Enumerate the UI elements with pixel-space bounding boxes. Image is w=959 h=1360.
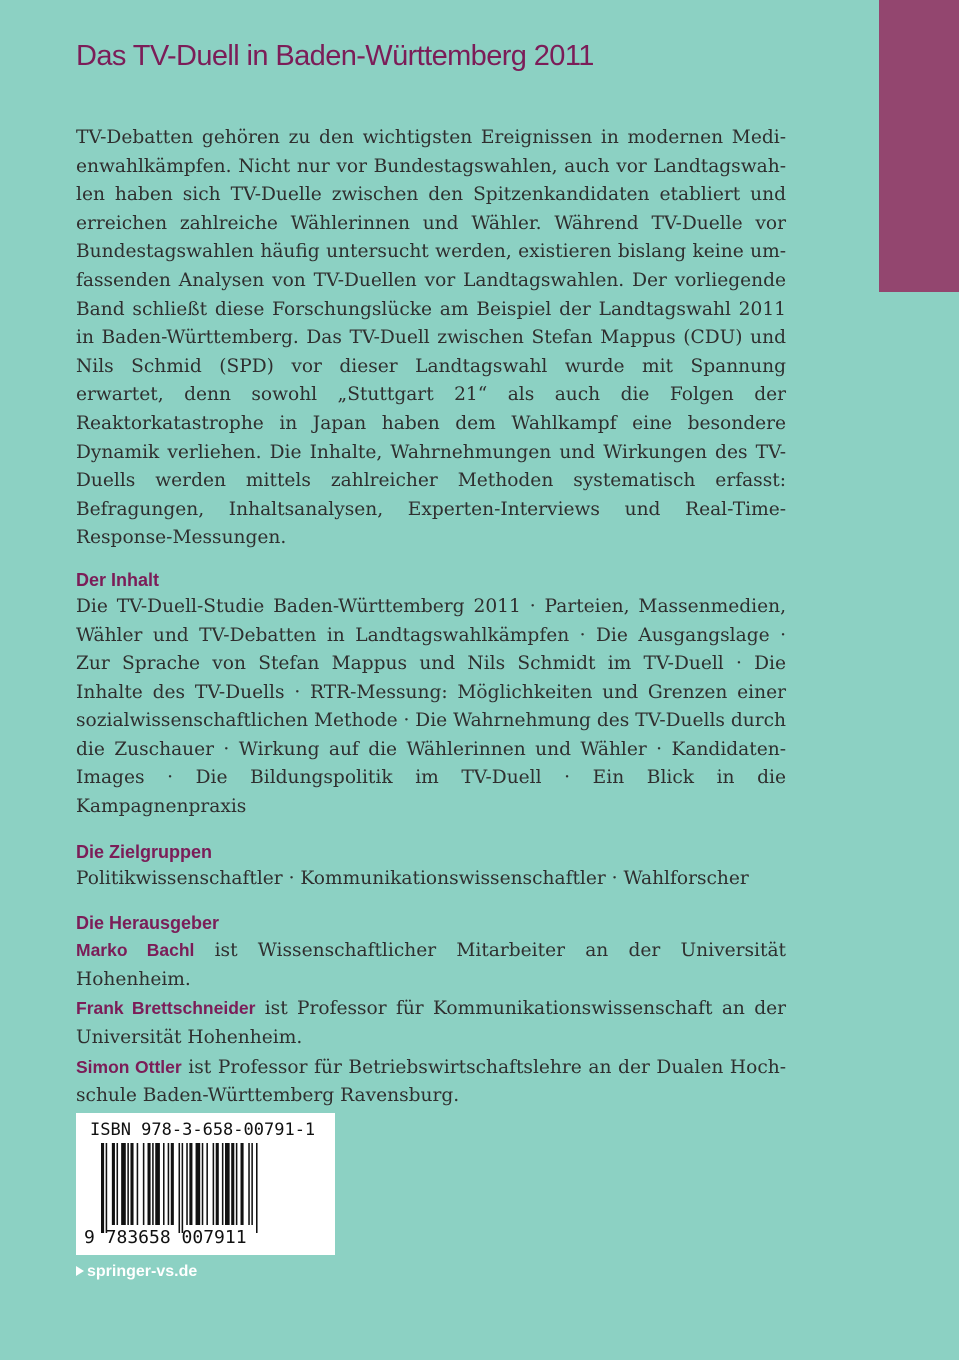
barcode-bar: [241, 1143, 244, 1225]
editor-entry: [76, 994, 786, 1052]
editor-description: ist Professor für Kommunikationswissenschaft an der Universität Hohenheim.: [76, 998, 786, 1049]
accent-bar: [879, 0, 959, 292]
barcode-bar: [101, 1143, 104, 1233]
barcode-bar: [182, 1143, 184, 1233]
barcode-bar: [117, 1143, 119, 1225]
barcode-bars: [101, 1143, 313, 1233]
editor-name: Marko Bachl: [76, 940, 195, 961]
barcode-bar: [152, 1143, 154, 1225]
barcode-bar: [112, 1143, 115, 1225]
barcode-bar: [196, 1143, 201, 1225]
barcode-digits: 9 783658 007911: [84, 1227, 247, 1248]
barcode-bar: [248, 1143, 250, 1225]
barcode-bar: [143, 1143, 145, 1225]
triangle-right-icon: [76, 1266, 84, 1276]
zielgruppen-paragraph: Politikwissenschaftler · Kommunikationswissenschaftler · Wahlforscher: [76, 867, 749, 889]
barcode-bar: [106, 1143, 108, 1233]
barcode-bar: [216, 1143, 219, 1225]
barcode-bar: [222, 1143, 224, 1225]
barcode-bar: [163, 1143, 165, 1225]
barcode-bar: [148, 1143, 151, 1225]
zielgruppen-heading: Die Zielgruppen: [76, 841, 213, 862]
isbn-label: ISBN 978-3-658-00791-1: [90, 1120, 316, 1140]
barcode-bar: [137, 1143, 139, 1225]
editor-description: ist Wissenschaftlicher Mitarbeiter an der Universität Hohenheim.: [76, 940, 786, 990]
barcode-bar: [231, 1143, 234, 1225]
publisher-website[interactable]: [76, 1263, 197, 1281]
barcode-bar: [130, 1143, 133, 1225]
inhalt-heading: Der Inhalt: [76, 569, 160, 590]
barcode-bar: [236, 1143, 238, 1225]
barcode-bar: [256, 1143, 258, 1233]
editor-name: Simon Ottler: [76, 1056, 182, 1077]
barcode-bar: [202, 1143, 204, 1225]
barcode-bar: [179, 1143, 181, 1233]
barcode-bar: [251, 1143, 253, 1225]
inhalt-paragraph: Die TV-Duell-Studie Baden-Württemberg 2011 · Parteien, Massenmedien, Wähler und TV-Debatten in Landtagswahlkämpfen · Die Ausgangslage · Zur Sprache von Stefan Mappus und Nils Schmidt im TV-Duell · Die Inhalte des TV-Duells · RTR-Messung: Möglichkeiten und Grenzen einer sozialwissenschaftlichen Methode · Die Wahrnehmung des TV-Duells durch die Zuschauer · Wirkung auf die Wählerinnen und Wähler · Kandidaten-Images · Die Bildungspolitik im TV-Duell · Ein Blick in die Kampagnenpraxis: [76, 595, 787, 818]
book-title: Das TV-Duell in Baden-Württemberg 2011: [76, 40, 594, 72]
website-label: springer-vs.de: [87, 1263, 198, 1280]
isbn-barcode: [76, 1113, 335, 1255]
barcode-bar: [121, 1143, 126, 1225]
editor-name: Frank Brettschneider: [76, 998, 256, 1019]
back-cover-text: [76, 124, 786, 1111]
barcode-bar: [206, 1143, 208, 1225]
barcode-bar: [189, 1143, 192, 1225]
barcode-bar: [225, 1143, 230, 1225]
editor-entry: [76, 936, 786, 994]
editor-entry: [76, 1053, 786, 1111]
description-paragraph: TV-Debatten gehören zu den wichtigsten Ereignissen in modernen Medienwahlkämpfen. Nicht nur vor Bundestagswahlen, auch vor Landtagswahlen haben sich TV-Duelle zwischen den Spitzenkandidaten etabliert und erreichen zahlreiche Wählerinnen und Wähler. Während TV-Duelle vor Bundestagswahlen häufig untersucht werden, existieren bislang keine umfassenden Analysen von TV-Duellen vor Landtagswahlen. Der vorliegende Band schließt diese Forschungslücke am Beispiel der Landtagswahl 2011 in Baden-Württemberg. Das TV-Duell zwischen Stefan Mappus (CDU) und Nils Schmid (SPD) vor dieser Landtagswahl wurde mit Spannung erwartet, denn sowohl „Stuttgart 21“ als auch die Folgen der Reaktorkatastrophe in Japan haben dem Wahlkampf eine besondere Dynamik verliehen. Die Inhalte, Wahrnehmungen und Wirkungen des TV-Duells werden mittels zahlreicher Methoden systematisch erfasst: Befragungen, Inhaltsanalysen, Experten-Interviews und Real-Time-Response-Messungen.: [76, 127, 786, 549]
barcode-bar: [127, 1143, 129, 1225]
herausgeber-heading: Die Herausgeber: [76, 913, 220, 934]
barcode-bar: [171, 1143, 174, 1225]
barcode-bar: [155, 1143, 160, 1225]
barcode-bar: [213, 1143, 215, 1225]
editor-description: ist Professor für Betriebswirtschaftslehre an der Dualen Hochschule Baden-Württemberg Ravensburg.: [76, 1056, 787, 1107]
barcode-bar: [186, 1143, 188, 1225]
barcode-bar: [168, 1143, 170, 1225]
